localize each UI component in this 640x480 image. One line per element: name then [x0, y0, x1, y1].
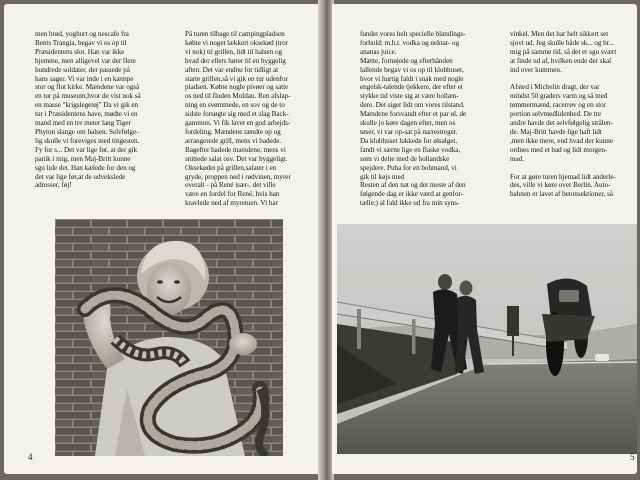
left-page-column-2	[185, 30, 291, 208]
text-line: tælle;) al fald ikke ud fra min syns-	[360, 199, 460, 208]
text-line: skulle jo køre dagen efter, men os	[360, 119, 456, 128]
text-line: ordnes med et bad og lidt morgen-	[510, 145, 608, 154]
text-line: hvad der ellers hører til en hyggelig	[185, 56, 286, 65]
text-line: mindst 50 graders varm og så med	[510, 92, 608, 101]
text-line: være en fordel for René, hvis han	[185, 190, 280, 199]
text-line: vinkel. Men det har helt sikkert set	[510, 30, 609, 38]
text-line: hvor vi hurtig faldt i snak med nogle	[360, 74, 464, 83]
text-line: sidste forsøgte sig med et slag Back-	[185, 110, 289, 119]
text-line: forhold: m.h.t. vodka og nektar- og	[360, 38, 460, 47]
text-line: mand med en tre meter lang Tiger	[35, 119, 131, 128]
text-line: lallende begav vi os op til klubhuset,	[360, 65, 464, 74]
bikers-roadside-image	[337, 224, 637, 454]
text-line: gryde, proppen ned i rødvinen, myrer	[185, 172, 291, 181]
text-line: købte vi noget lækkert oksekød (tror	[185, 38, 288, 47]
text-line: arrangerede grill, mens vi badede.	[185, 136, 282, 145]
text-line: følgende dag er ikke værd at genfor-	[360, 190, 464, 199]
text-line: lig skulle vi foreviges med tingesten.	[35, 136, 140, 145]
text-line: fundet vores helt specielle blandings-	[360, 30, 466, 38]
text-line: des, ville vi køre over Berlin. Auto-	[510, 181, 611, 190]
text-line: tøser, vi var op-sat på narrestreger.	[360, 127, 458, 136]
text-line: Fy for s... Det var lige før, at der gik	[35, 145, 138, 154]
text-line: spejdere. Puha for en bohmand, vi	[360, 163, 457, 172]
text-line: det var lige før,at de udvekslede	[35, 172, 126, 181]
text-line: bahnen er lavet af betonsektioner, så	[510, 190, 613, 199]
right-page-column-2	[510, 30, 616, 199]
text-line: sgu lide det. Han kælede for den og	[35, 163, 136, 172]
text-line: portion selvmedlidenhed. De tre	[510, 110, 602, 119]
text-line: adresser, føj!	[35, 181, 72, 190]
woman-with-python-photo	[55, 219, 283, 456]
bikers-roadside-photo	[337, 224, 637, 454]
text-line: engelsk-talende tjekkere, der efter et	[360, 83, 463, 92]
text-line: fandt vi særne lige en flaske vodka,	[360, 145, 461, 154]
text-line: hans sager. Vi var inde i en kæmpe	[35, 74, 134, 83]
text-line: ind over kummen.	[510, 65, 562, 74]
text-line: Da klubhuset lukkede for ølsalget,	[360, 136, 458, 145]
text-line: Mætte, fornøjede og efterhånden	[360, 56, 453, 65]
text-line: mig på samme tid, så det er sgu svært	[510, 47, 617, 56]
text-line: overalt - på René især-, det ville	[185, 181, 276, 190]
text-line: fordeling. Mændene tændte op og	[185, 127, 281, 136]
text-line: de. Maj-Britt havde lige haft lidt	[510, 127, 602, 136]
right-page-column-1	[360, 30, 466, 208]
text-line: tur i Præsidentens have, mødte vi en	[35, 110, 138, 119]
text-line: Oksekødet på grillen,salater i en	[185, 163, 277, 172]
text-line: tømmermænd, racerrøv og en stor	[510, 101, 607, 110]
text-line: pladsen. Købte nogle pivøer og satte	[185, 83, 289, 92]
text-line: ning en svømmede, en sov og de to	[185, 101, 285, 110]
right-page-number: 5	[630, 452, 635, 462]
text-line: en tur på museum,hvor de vist nok så	[35, 92, 141, 101]
text-line: mad.	[510, 154, 524, 163]
text-line: Bagefter badede mændene, mens vi	[185, 145, 286, 154]
woman-with-python-image	[55, 219, 283, 456]
text-line	[510, 164, 616, 173]
text-line: ananas juice.	[360, 47, 397, 56]
text-line: gammon. Vi fik lavet en god arbejds-	[185, 119, 291, 128]
text-line: Mændene forsvandt efter et par øl, de	[360, 110, 467, 119]
text-line: vi nok) til grillen, lidt til halsen og	[185, 47, 283, 56]
text-line: hundrede soldater, der passede på	[35, 65, 130, 74]
left-page-column-1	[35, 30, 141, 190]
text-line: en masse "krigslegetøj" Da vi gik en	[35, 101, 139, 110]
text-line: andre havde det selvfølgelig strålen-	[510, 119, 613, 128]
text-line	[510, 75, 616, 84]
text-line: kravlede ned af myretuen. Vi har	[185, 199, 278, 208]
text-line: sjovt ud. Jeg skulle både sk... og br...	[510, 38, 614, 47]
text-line: starte grillen,så vi gik en tur udenfor	[185, 74, 288, 83]
left-page-number: 4	[28, 452, 33, 462]
text-line: at finde ud af, hvilken ende der skal	[510, 56, 612, 65]
text-line: stykke tid viste sig at være hollæn-	[360, 92, 459, 101]
text-line: ,men ikke mere, end hvad der kunne	[510, 136, 613, 145]
text-line: os ned til floden Moldau. Ren afslap-	[185, 92, 291, 101]
text-line: hjemme, men alligevel var der flere	[35, 56, 136, 65]
text-line: Præsidentens slot. Han var ikke	[35, 47, 125, 56]
text-line: dere. Det siger lidt om vores tilstand.	[360, 101, 465, 110]
text-line: Afsted i Michelin dragt, der var	[510, 83, 600, 92]
left-page	[4, 4, 320, 474]
text-line: Bents Trangia, begav vi os op til	[35, 38, 127, 47]
text-line: panik i mig, men Maj-Britt kunne	[35, 154, 131, 163]
text-line: Resten af den nat og det meste af den	[360, 181, 466, 190]
text-line: aften. Det var endnu for tidligt at	[185, 65, 279, 74]
text-line: som vi delte med de hollandske	[360, 154, 450, 163]
text-line: Phyton slange om halsen. Selvfølge-	[35, 127, 139, 136]
text-line: stor og flot kirke. Mændene var også	[35, 83, 140, 92]
text-line: men brød, yoghurt og nescafe fra	[35, 30, 129, 38]
text-line: snittede salat osv. Det var hyggeligt.	[185, 154, 288, 163]
right-page	[332, 4, 637, 474]
text-line: For at gøre turen hjemad lidt anderle-	[510, 172, 616, 181]
text-line: gik til køjs med	[360, 172, 405, 181]
text-line: På turen tilbage til campingpladsen	[185, 30, 285, 38]
